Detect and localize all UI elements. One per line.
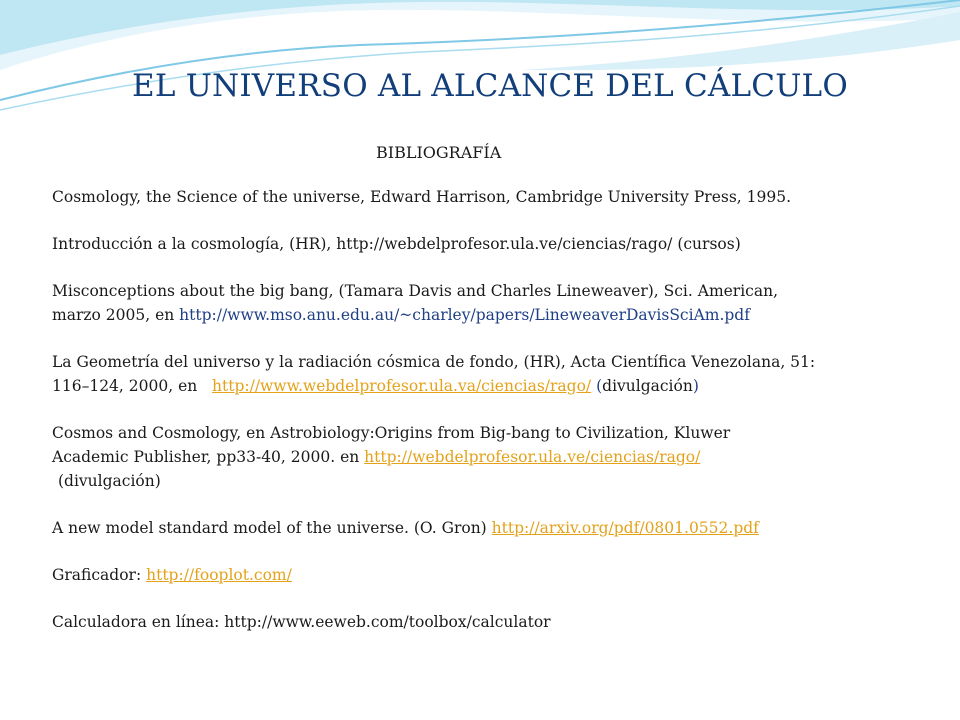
entry-link[interactable]: http://www.webdelprofesor.ula.va/ciencias/rago/	[212, 377, 592, 395]
bibliography-entry-graficador	[52, 563, 932, 587]
entry-link[interactable]: http://arxiv.org/pdf/0801.0552.pdf	[491, 519, 759, 537]
entry-text: 116–124, 2000, en	[52, 377, 203, 395]
entry-text: )	[692, 377, 699, 395]
page-title: EL UNIVERSO AL ALCANCE DEL CÁLCULO	[132, 68, 848, 104]
bibliography-entry-gron	[52, 516, 932, 540]
bibliography-entry-cosmos	[52, 421, 932, 493]
entry-text: Introducción a la cosmología, (HR), http://webdelprofesor.ula.ve/ciencias/rago/ (cursos)	[52, 235, 741, 253]
entry-text: Academic Publisher, pp33-40, 2000. en	[52, 448, 365, 466]
section-heading: BIBLIOGRAFÍA	[376, 143, 502, 162]
entry-text: La Geometría del universo y la radiación cósmica de fondo, (HR), Acta Científica Venezolana, 51:	[52, 353, 816, 371]
entry-link[interactable]: http://webdelprofesor.ula.ve/ciencias/rago/	[364, 448, 701, 466]
bibliography-entry-calculadora	[52, 610, 932, 634]
entry-text: Calculadora en línea: http://www.eeweb.com/toolbox/calculator	[52, 613, 551, 631]
entry-text: divulgación	[602, 377, 693, 395]
bibliography-list	[52, 185, 932, 657]
entry-link[interactable]: http://fooplot.com/	[146, 566, 292, 584]
entry-text: A new model standard model of the universe. (O. Gron)	[52, 519, 492, 537]
entry-text: (divulgación)	[58, 472, 161, 490]
entry-text: Cosmos and Cosmology, en Astrobiology:Origins from Big-bang to Civilization, Kluwer	[52, 424, 731, 442]
bibliography-entry-introduccion	[52, 232, 932, 256]
bibliography-entry-misconceptions	[52, 279, 932, 327]
bibliography-entry-harrison	[52, 185, 932, 209]
entry-url-text: http://www.mso.anu.edu.au/~charley/papers/LineweaverDavisSciAm.pdf	[179, 306, 750, 324]
entry-text: Cosmology, the Science of the universe, Edward Harrison, Cambridge University Press, 1995.	[52, 188, 791, 206]
bibliography-entry-geometria	[52, 350, 932, 398]
entry-text: (	[591, 377, 603, 395]
entry-text: marzo 2005, en	[52, 306, 180, 324]
entry-text: Graficador:	[52, 566, 147, 584]
entry-text: Misconceptions about the big bang, (Tamara Davis and Charles Lineweaver), Sci. American,	[52, 282, 779, 300]
